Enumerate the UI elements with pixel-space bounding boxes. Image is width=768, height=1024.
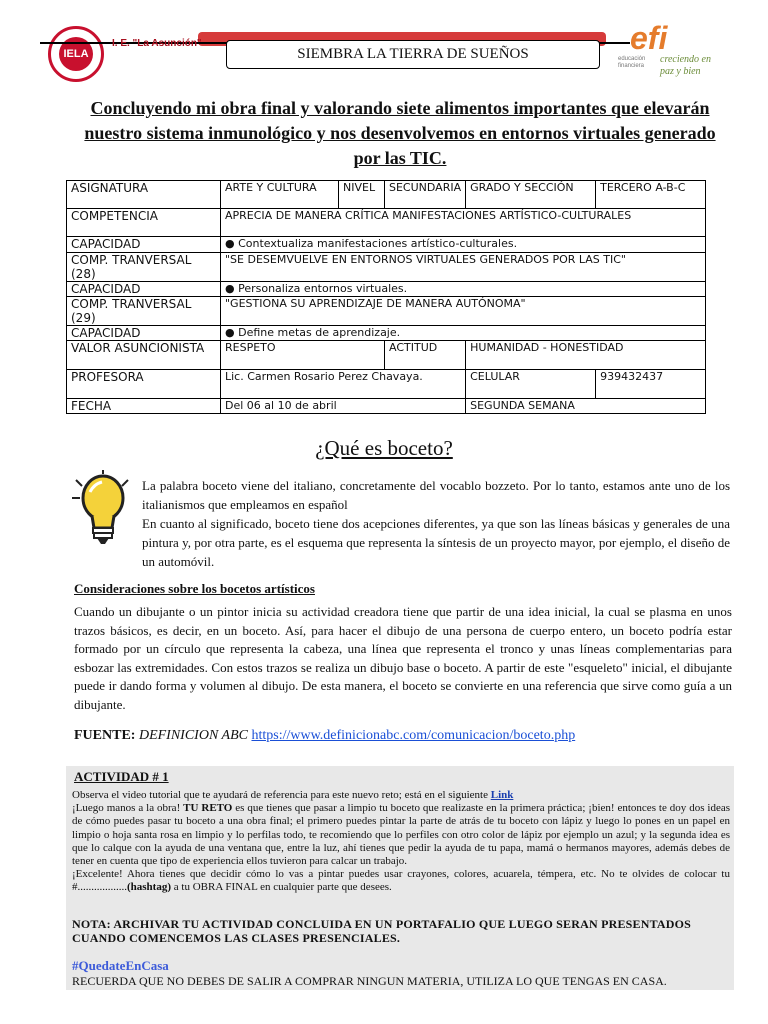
nivel-label: NIVEL bbox=[339, 181, 385, 209]
activity-line2-a: ¡Luego manos a la obra! bbox=[72, 802, 181, 815]
activity-body bbox=[72, 789, 730, 895]
valor-value: RESPETO bbox=[221, 341, 385, 370]
document-title: SIEMBRA LA TIERRA DE SUEÑOS bbox=[226, 40, 600, 69]
efi-logo bbox=[614, 20, 714, 80]
comp-transversal-28-label: COMP. TRANVERSAL (28) bbox=[67, 253, 221, 282]
source-name: DEFINICION ABC bbox=[138, 728, 248, 743]
source-link[interactable]: https://www.definicionabc.com/comunicacion/boceto.php bbox=[251, 728, 576, 743]
considerations-body: Cuando un dibujante o un pintor inicia su actividad creadora tiene que partir de una idea inicial, la cual se plasma en unos trazos básicos, es decir, en un boceto. Así, para hacer el dibujo de una persona de cuerpo entero, un boceto podría estar formado por un círculo que representa la cabeza, una línea que representa el tronco y unas líneas complementarias para esbozar las extremidades. Con estos trazos se realiza un dibujo base o boceto. A partir de este "esqueleto" inicial, el dibujante puede ir dando forma y volumen al dibujo. De esta manera, el boceto se convierte en una referencia que sirve como guía a un dibujante. bbox=[74, 604, 732, 712]
capacidad-label-1: CAPACIDAD bbox=[67, 237, 221, 253]
capacidad-value-2: ● Personaliza entornos virtuales. bbox=[221, 282, 706, 297]
fecha-value: Del 06 al 10 de abril bbox=[221, 399, 466, 414]
efi-tagline: creciendo en paz y bien bbox=[660, 54, 711, 77]
activity-line2-bold: TU RETO bbox=[183, 802, 233, 815]
info-table bbox=[66, 180, 706, 414]
profesora-label: PROFESORA bbox=[67, 370, 221, 399]
nivel-value: SECUNDARIA bbox=[385, 181, 466, 209]
capacidad-value-1: ● Contextualiza manifestaciones artístico-culturales. bbox=[221, 237, 706, 253]
grado-value: TERCERO A-B-C bbox=[596, 181, 706, 209]
capacidad-label-3: CAPACIDAD bbox=[67, 326, 221, 341]
source-label: FUENTE: bbox=[74, 728, 136, 743]
celular-label: CELULAR bbox=[466, 370, 596, 399]
grado-label: GRADO Y SECCIÓN bbox=[466, 181, 596, 209]
activity-reminder: RECUERDA QUE NO DEBES DE SALIR A COMPRAR NINGUN MATERIA, UTILIZA LO QUE TENGAS EN CASA. bbox=[72, 974, 667, 988]
activity-intro: Observa el video tutorial que te ayudará de referencia para este nuevo reto; está en el siguiente bbox=[72, 789, 488, 801]
activity-note: NOTA: ARCHIVAR TU ACTIVIDAD CONCLUIDA EN UN PORTAFALIO QUE LUEGO SERAN PRESENTADOS CUANDO COMENCEMOS LAS CLASES PRESENCIALES. bbox=[72, 917, 692, 945]
capacidad-label-2: CAPACIDAD bbox=[67, 282, 221, 297]
activity-hashtag: #QuedateEnCasa bbox=[72, 958, 169, 973]
activity-heading: ACTIVIDAD # 1 bbox=[74, 769, 169, 784]
section-heading: ¿Qué es boceto? bbox=[315, 436, 453, 460]
main-title: Concluyendo mi obra final y valorando siete alimentos importantes que elevarán nuestro sistema inmunológico y nos desenvolvemos en entornos virtuales generado por las TIC. bbox=[84, 98, 716, 168]
asignatura-value: ARTE Y CULTURA bbox=[221, 181, 339, 209]
asignatura-label: ASIGNATURA bbox=[67, 181, 221, 209]
source-line bbox=[74, 728, 575, 744]
celular-value: 939432437 bbox=[596, 370, 706, 399]
efi-logo-text: efi bbox=[630, 20, 668, 56]
fecha-label: FECHA bbox=[67, 399, 221, 414]
profesora-value: Lic. Carmen Rosario Perez Chavaya. bbox=[221, 370, 466, 399]
activity-line3: ¡Excelente! Ahora tienes que decidir cómo lo vas a pintar puedes usar crayones, colores, acuarela, témpera, etc. No te olvides de colocar tu #.................. bbox=[72, 868, 730, 894]
considerations-heading: Consideraciones sobre los bocetos artísticos bbox=[74, 581, 315, 596]
efi-subtitle: educación financiera bbox=[618, 56, 646, 69]
actitud-value: HUMANIDAD - HONESTIDAD bbox=[466, 341, 706, 370]
definition-paragraph bbox=[142, 476, 730, 571]
activity-line2-b: es que tienes que pasar a limpio tu boceto que realizaste en la primera práctica; ¡bien! entonces te doy dos ideas de cómo puedes pasar tu boceto a una obra final; el primero puedes pintar la parte de atrás de tu boceto con lápiz y luego lo pones en un papel en limpio o hoja santa rosa en limpio y lo perfilas todo, te recomiendo que lo perfiles con otro color de lápiz por ejemplo un azul; y la segunda idea es que lo calque con la ayuda de una ventana que, entre la luz, ahí tienes que pedir la ayuda de tu papa, mamá o hermanos mayores, además debes de tener en cuenta que tipo de experiencia ellos tuvieron para calcar un trabajo. bbox=[72, 802, 731, 868]
meaning-text: En cuanto al significado, boceto tiene dos acepciones diferentes, ya que son las líneas básicas y generales de una pintura y, por otra parte, es el esquema que representa la síntesis de un proyecto mayor, por ejemplo, el diseño de un automóvil. bbox=[142, 516, 730, 569]
video-link[interactable]: Link bbox=[490, 789, 514, 801]
activity-hashtag-bold: (hashtag) bbox=[127, 881, 172, 894]
activity-box bbox=[66, 766, 734, 990]
school-logo-text: IELA bbox=[59, 37, 93, 71]
actitud-label: ACTITUD bbox=[385, 341, 466, 370]
competencia-value: APRECIA DE MANERA CRÍTICA MANIFESTACIONES ARTÍSTICO-CULTURALES bbox=[221, 209, 706, 237]
lightbulb-icon bbox=[70, 470, 132, 548]
capacidad-value-3: ● Define metas de aprendizaje. bbox=[221, 326, 706, 341]
competencia-label: COMPETENCIA bbox=[67, 209, 221, 237]
school-logo bbox=[48, 26, 104, 82]
comp-transversal-28-value: "SE DESEMVUELVE EN ENTORNOS VIRTUALES GENERADOS POR LAS TIC" bbox=[221, 253, 706, 282]
valor-label: VALOR ASUNCIONISTA bbox=[67, 341, 221, 370]
activity-line3-end: a tu OBRA FINAL en cualquier parte que desees. bbox=[173, 881, 392, 894]
semana-value: SEGUNDA SEMANA bbox=[466, 399, 706, 414]
school-name: I. E. "La Asunción" bbox=[112, 38, 202, 49]
comp-transversal-29-label: COMP. TRANVERSAL (29) bbox=[67, 297, 221, 326]
comp-transversal-29-value: "GESTIONA SU APRENDIZAJE DE MANERA AUTÓNOMA" bbox=[221, 297, 706, 326]
definition-text: La palabra boceto viene del italiano, concretamente del vocablo bozzeto. Por lo tanto, estamos ante uno de los italianismos que empleamos en español bbox=[142, 478, 730, 512]
